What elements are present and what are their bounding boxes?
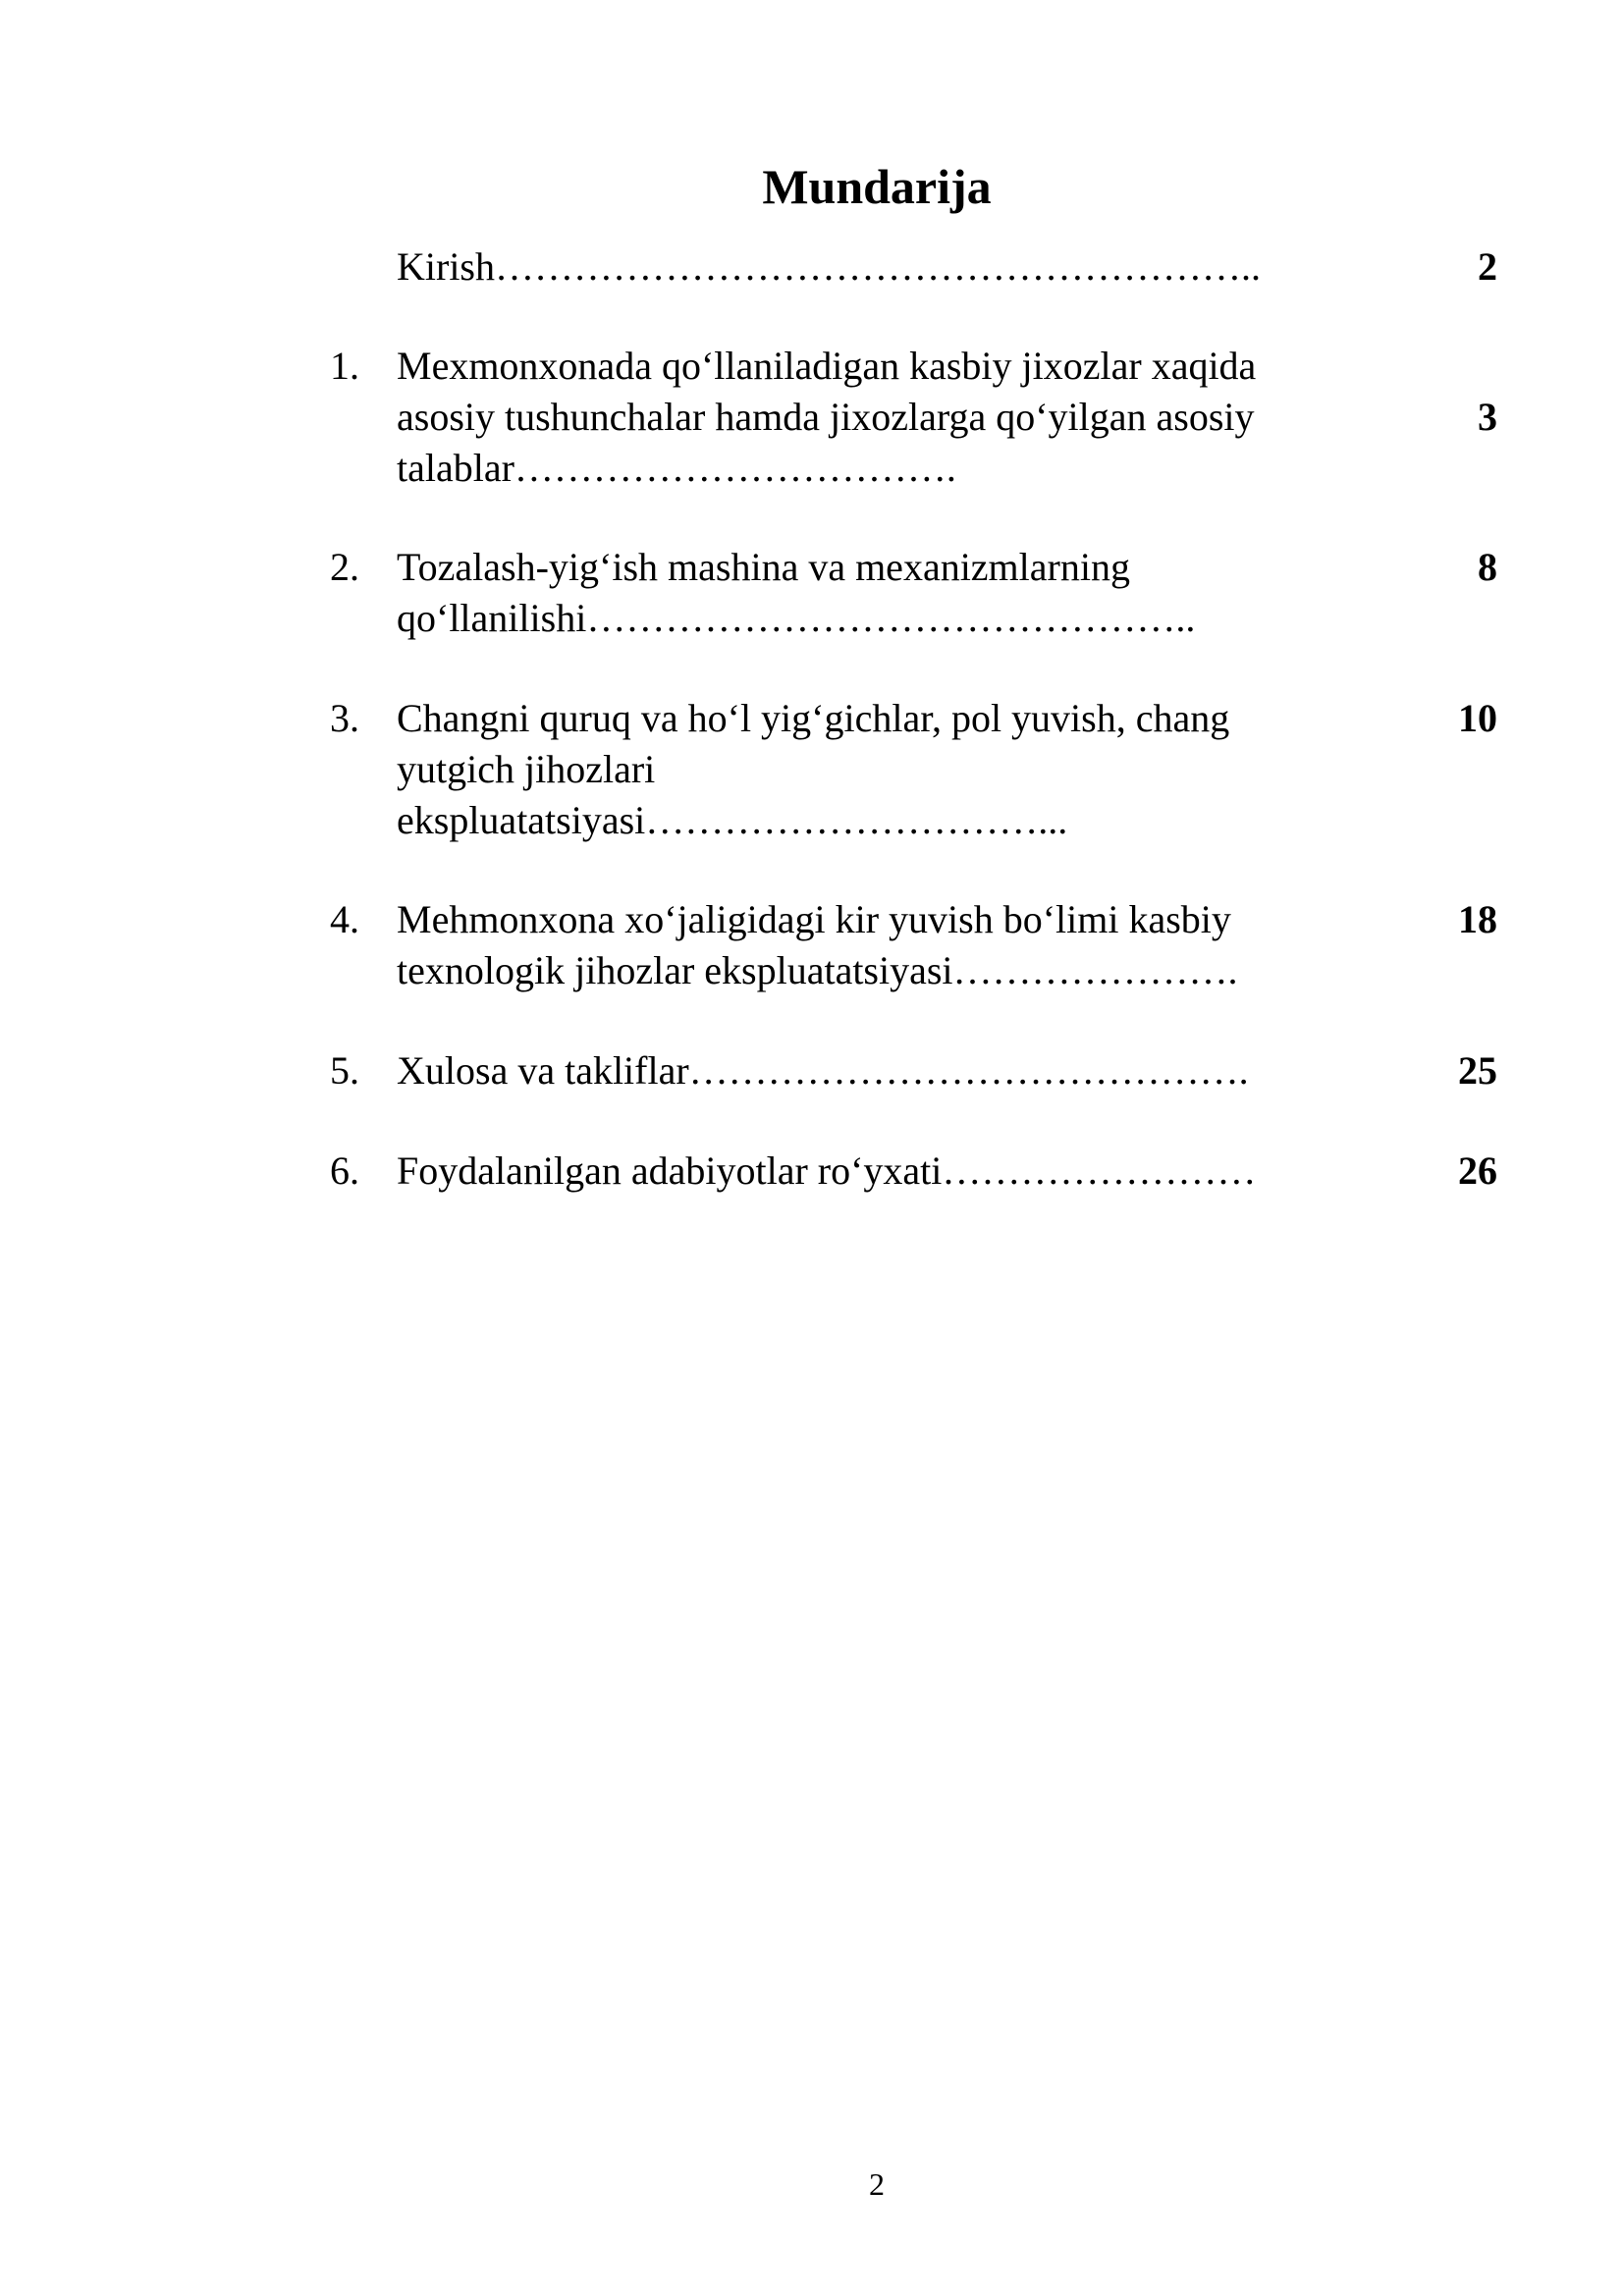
toc-entry-title bbox=[397, 894, 1379, 996]
toc-entry-title-line: Foydalanilgan adabiyotlar ro‘yxati…………………… bbox=[397, 1148, 1257, 1193]
toc-entry-title-line: texnologik jihozlar ekspluatatsiyasi…………………. bbox=[397, 948, 1238, 992]
toc-entry-title-line: qo‘llanilishi……………………………………….. bbox=[397, 596, 1196, 640]
toc-entry-title-line: Mexmonxonada qo‘llaniladigan kasbiy jixozlar xaqida bbox=[397, 344, 1257, 388]
toc-entry-title bbox=[397, 542, 1379, 644]
toc-entry-number: 3. bbox=[330, 696, 359, 740]
toc-entry-title-line: talablar……………………………. bbox=[397, 446, 956, 490]
toc-entry-page: 2 bbox=[1478, 244, 1497, 289]
toc-entry-title bbox=[397, 1146, 1379, 1197]
toc-entry-page: 25 bbox=[1458, 1048, 1497, 1093]
toc-entry-title-line: Kirish………………………………………………….. bbox=[397, 244, 1261, 289]
toc-entry-number: 5. bbox=[330, 1048, 359, 1093]
toc-entry-page: 26 bbox=[1458, 1148, 1497, 1193]
toc-entry-title-line: ekspluatatsiyasi…………………………... bbox=[397, 798, 1068, 842]
toc-entry-title-line: Tozalash-yig‘ish mashina va mexanizmlarning bbox=[397, 545, 1130, 589]
toc-entry-number: 1. bbox=[330, 344, 359, 388]
toc-entry-page: 10 bbox=[1458, 696, 1497, 740]
toc-entry-title-line: yutgich jihozlari bbox=[397, 747, 656, 791]
toc-entry-title-line: asosiy tushunchalar hamda jixozlarga qo‘yilgan asosiy bbox=[397, 395, 1255, 439]
toc-entry-title bbox=[397, 241, 1379, 293]
toc-entry-page: 3 bbox=[1478, 395, 1497, 439]
toc-entry-page: 18 bbox=[1458, 897, 1497, 941]
toc-entry-title-line: Changni quruq va ho‘l yig‘gichlar, pol yuvish, chang bbox=[397, 696, 1230, 740]
toc-entry-title bbox=[397, 1045, 1379, 1096]
toc-entry-title-line: Xulosa va takliflar……………………………………. bbox=[397, 1048, 1249, 1093]
toc-entry-title-line: Mehmonxona xo‘jaligidagi kir yuvish bo‘limi kasbiy bbox=[397, 897, 1231, 941]
toc-entry-title bbox=[397, 341, 1379, 494]
page-title: Mundarija bbox=[762, 159, 992, 214]
toc-entry-number: 4. bbox=[330, 897, 359, 941]
footer-page-number: 2 bbox=[869, 2166, 885, 2202]
toc-entry-number: 2. bbox=[330, 545, 359, 589]
toc-entry-page: 8 bbox=[1478, 545, 1497, 589]
toc-entry-number: 6. bbox=[330, 1148, 359, 1193]
toc-entry-title bbox=[397, 693, 1379, 846]
